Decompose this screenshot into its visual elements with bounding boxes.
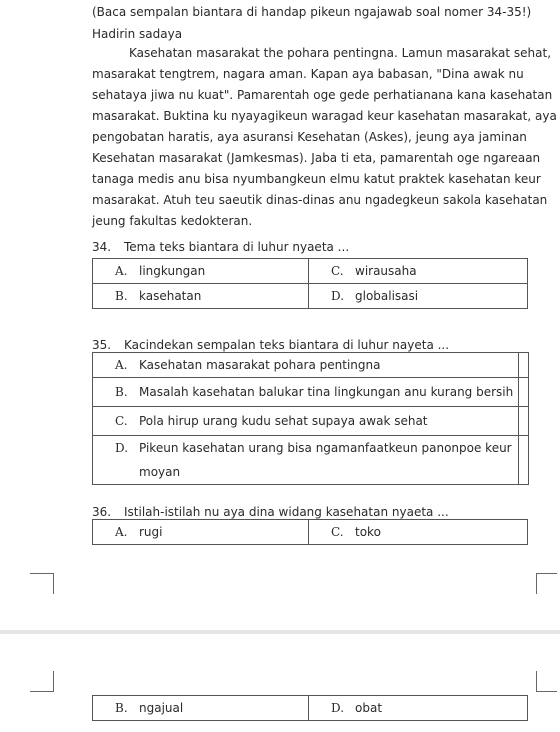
q35-options — [92, 352, 529, 485]
question-text: Tema teks biantara di luhur nyaeta ... — [124, 240, 350, 254]
page-break-divider — [0, 630, 560, 634]
option-d[interactable] — [93, 436, 519, 485]
option-text: wirausaha — [355, 264, 417, 278]
instruction-text: (Baca sempalan biantara di handap pikeun ngajawab soal nomer 34-35!) — [92, 5, 532, 19]
option-marker-cell — [519, 353, 529, 378]
option-letter: B. — [115, 289, 128, 303]
option-marker-cell — [519, 407, 529, 436]
passage-line: masarakat. Atuh teu saeutik dinas-dinas anu ngadegkeun sakola kasehatan — [92, 193, 548, 207]
question-36 — [92, 505, 449, 519]
option-d[interactable] — [309, 284, 528, 309]
option-letter: C. — [331, 525, 344, 539]
passage-line: jeung fakultas kedokteran. — [92, 214, 253, 228]
option-text: Pola hirup urang kudu sehat supaya awak sehat — [139, 414, 428, 428]
option-text: Masalah kasehatan balukar tina lingkungan anu kurang bersih — [139, 385, 514, 399]
option-text-continuation: moyan — [139, 465, 181, 479]
speech-passage — [92, 43, 557, 232]
option-marker-cell — [519, 378, 529, 407]
option-letter: D. — [331, 701, 345, 715]
passage-line: Kesehatan masarakat (Jamkesmas). Jaba ti eta, pamarentah oge ngareaan — [92, 151, 541, 165]
question-text: Kacindekan sempalan teks biantara di luhur nayeta ... — [124, 338, 450, 352]
option-letter: A. — [115, 264, 128, 278]
question-number: 35. — [92, 338, 112, 352]
option-letter: A. — [115, 358, 128, 372]
option-d[interactable] — [309, 696, 528, 721]
option-letter: C. — [331, 264, 344, 278]
option-text: rugi — [139, 525, 163, 539]
passage-line: tanaga medis anu bisa nyumbangkeun elmu katut praktek kasehatan keur — [92, 172, 541, 186]
option-text: Kasehatan masarakat pohara pentingna — [139, 358, 381, 372]
page-corner-mark — [30, 573, 54, 594]
passage-line: masarakat. Buktina ku nyayagikeun waragad keur kasehatan masarakat, aya — [92, 109, 557, 123]
greeting-text: Hadirin sadaya — [92, 27, 183, 41]
page-corner-mark — [536, 671, 557, 692]
option-c[interactable] — [309, 520, 528, 545]
option-b[interactable] — [93, 696, 309, 721]
option-text: globalisasi — [355, 289, 419, 303]
option-letter: B. — [115, 701, 128, 715]
question-number: 34. — [92, 240, 112, 254]
option-text: Pikeun kasehatan urang bisa ngamanfaatkeun panonpoe keur — [139, 441, 512, 455]
option-text: kasehatan — [139, 289, 202, 303]
page-corner-mark — [536, 573, 557, 594]
option-letter: A. — [115, 525, 128, 539]
page-corner-mark — [30, 671, 54, 692]
option-c[interactable] — [309, 259, 528, 284]
option-letter: D. — [115, 441, 129, 455]
option-text: obat — [355, 701, 383, 715]
q36-options-top — [92, 519, 528, 545]
q36-options-bottom — [92, 695, 528, 721]
passage-line: masarakat tengtrem, nagara aman. Kapan aya babasan, "Dina awak nu — [92, 67, 524, 81]
option-letter: C. — [115, 414, 128, 428]
question-number: 36. — [92, 505, 112, 519]
question-text: Istilah-istilah nu aya dina widang kasehatan nyaeta ... — [124, 505, 449, 519]
question-35 — [92, 338, 449, 352]
passage-line: sehataya jiwa nu kuat". Pamarentah oge gede perhatianana kana kasehatan — [92, 88, 553, 102]
option-text: lingkungan — [139, 264, 206, 278]
option-b[interactable] — [93, 284, 309, 309]
option-a[interactable] — [93, 353, 519, 378]
option-letter: B. — [115, 385, 128, 399]
option-marker-cell — [519, 436, 529, 485]
passage-line: pengobatan haratis, aya asuransi Kesehatan (Askes), jeung aya jaminan — [92, 130, 527, 144]
option-c[interactable] — [93, 407, 519, 436]
question-34 — [92, 240, 349, 254]
passage-line: Kasehatan masarakat the pohara pentingna. Lamun masarakat sehat, — [129, 46, 552, 60]
option-a[interactable] — [93, 259, 309, 284]
q34-options — [92, 258, 528, 309]
option-text: ngajual — [139, 701, 184, 715]
option-b[interactable] — [93, 378, 519, 407]
option-letter: D. — [331, 289, 345, 303]
option-a[interactable] — [93, 520, 309, 545]
option-text: toko — [355, 525, 381, 539]
